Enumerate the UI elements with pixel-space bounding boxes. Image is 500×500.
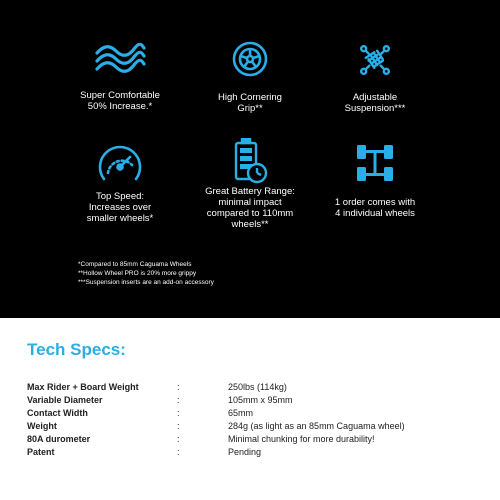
spec-value: 284g (as light as an 85mm Caguama wheel)	[228, 421, 405, 431]
footnotes	[78, 260, 214, 287]
spec-row	[27, 421, 487, 434]
tech-specs-title: Tech Specs:	[27, 340, 126, 359]
feature-label: Super Comfortable 50% Increase.*	[80, 90, 160, 112]
feature-label: High Cornering Grip**	[218, 92, 282, 114]
spec-key: Contact Width	[27, 408, 88, 418]
spec-key: Max Rider + Board Weight	[27, 382, 139, 392]
footnote: **Hollow Wheel PRO is 20% more grippy	[78, 270, 197, 277]
tech-specs-section	[0, 318, 500, 500]
spec-row	[27, 382, 487, 395]
spec-separator: :	[177, 434, 180, 444]
footnote: ***Suspension inserts are an add-on accessory	[78, 279, 214, 286]
spec-separator: :	[177, 447, 180, 457]
spec-value: Minimal chunking for more durability!	[228, 434, 375, 444]
four-wheels-icon	[355, 142, 395, 184]
spec-row	[27, 395, 487, 408]
spec-value: 250lbs (114kg)	[228, 382, 287, 392]
spec-separator: :	[177, 421, 180, 431]
spec-key: Patent	[27, 447, 55, 457]
feature-label: Top Speed: Increases over smaller wheels*	[86, 191, 154, 224]
footnote: *Compared to 85mm Caguama Wheels	[78, 261, 192, 268]
spec-key: Variable Diameter	[27, 395, 103, 405]
spec-value: Pending	[228, 447, 262, 457]
feature-label: 1 order comes with 4 individual wheels	[334, 197, 416, 219]
spec-row	[27, 408, 487, 421]
spec-separator: :	[177, 408, 180, 418]
wheel-icon	[232, 41, 268, 77]
shock-absorber-icon	[356, 41, 394, 79]
spec-value: 65mm	[228, 408, 254, 418]
spec-row	[27, 434, 487, 447]
spec-separator: :	[177, 395, 180, 405]
spec-key: Weight	[27, 421, 57, 431]
spec-value: 105mm x 95mm	[228, 395, 293, 405]
spec-key: 80A durometer	[27, 434, 91, 444]
spec-row	[27, 447, 487, 460]
speedometer-icon	[96, 143, 144, 183]
spec-separator: :	[177, 382, 180, 392]
waves-icon	[94, 43, 146, 73]
feature-label: Adjustable Suspension***	[344, 92, 406, 114]
feature-label: Great Battery Range: minimal impact compared to 110mm wheels**	[205, 186, 295, 230]
battery-clock-icon	[232, 138, 268, 184]
